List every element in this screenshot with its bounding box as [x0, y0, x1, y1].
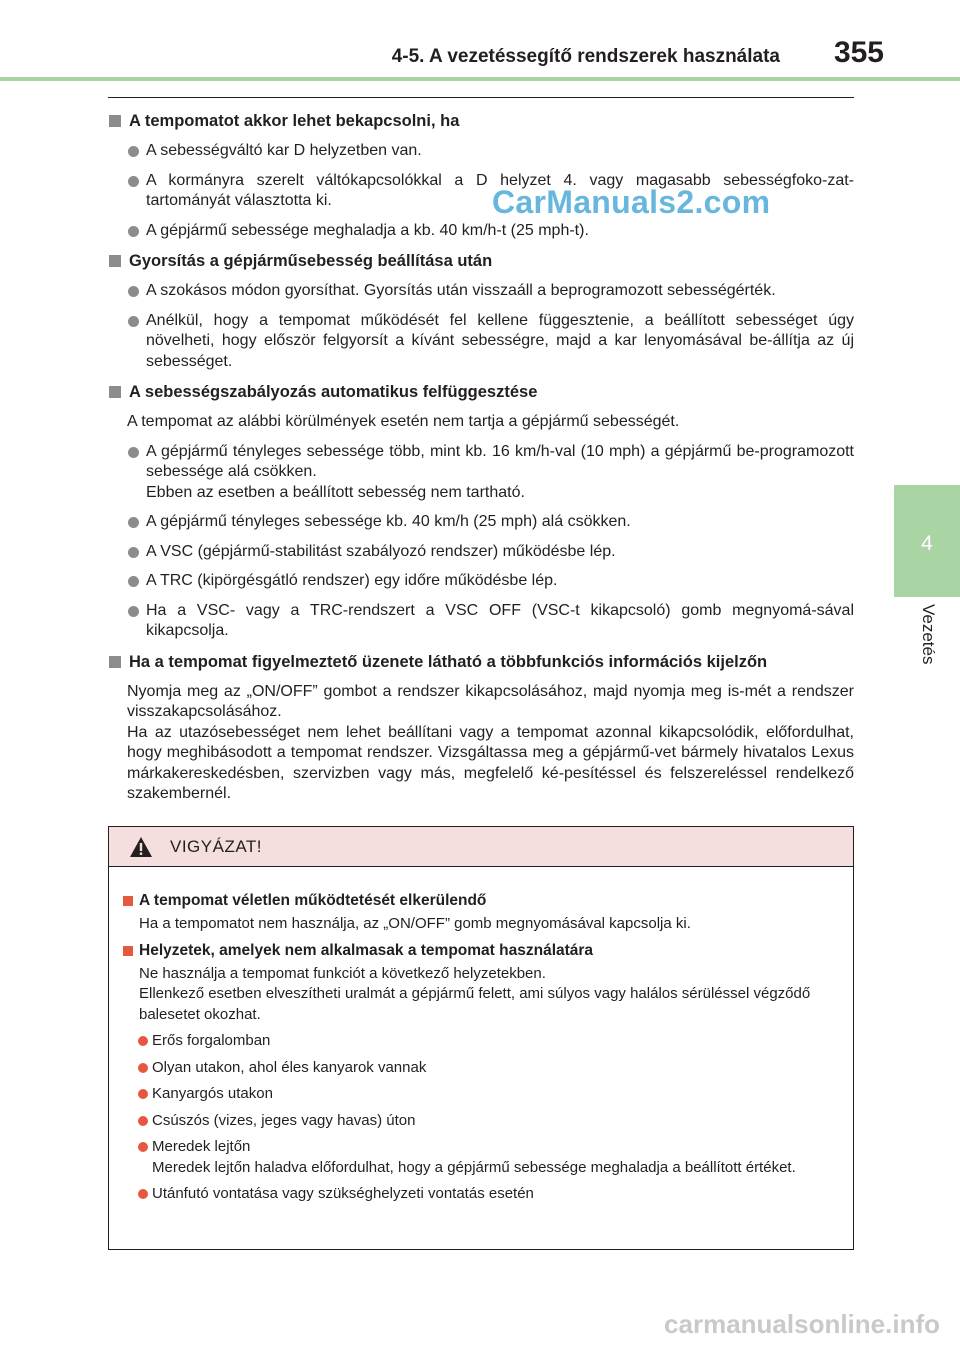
bullet-item: A gépjármű sebessége meghaladja a kb. 40 km/h-t (25 mph-t).: [108, 221, 854, 242]
bullet-item: A gépjármű tényleges sebessége több, mint kb. 16 km/h-val (10 mph) a gépjármű be-programozott sebessége alá csökken. Ebben az esetben a beállított sebesség nem tartható.: [108, 442, 854, 504]
round-bullet-icon: [138, 1036, 148, 1046]
warning-header: [109, 827, 853, 867]
section-title: 4-5. A vezetéssegítő rendszerek használata: [391, 46, 780, 67]
section-heading: Gyorsítás a gépjárműsebesség beállítása után: [108, 250, 854, 272]
warning-text: Ha a tempomatot nem használja, az „ON/OFF” gomb megnyomásával kapcsolja ki.: [139, 915, 691, 932]
bullet-note: Ebben az esetben a beállított sebesség nem tartható.: [146, 483, 525, 501]
page-number: 355: [833, 36, 884, 69]
bullet-note: Meredek lejtőn haladva előfordulhat, hogy a gépjármű sebessége meghaladja a beállított értéket.: [152, 1158, 796, 1176]
round-bullet-icon: [128, 576, 139, 587]
warning-bullet: Csúszós (vizes, jeges vagy havas) úton: [123, 1111, 833, 1132]
bullet-item: Anélkül, hogy a tempomat működését fel kellene függesztenie, a beállított sebességet úgy növelheti, hogy először felgyorsít a kívánt sebességre, majd a kar lenyomásával be-állítja az új sebességet.: [108, 311, 854, 373]
section-heading: A sebességszabályozás automatikus felfüggesztése: [108, 381, 854, 403]
warning-title: VIGYÁZAT!: [170, 837, 263, 856]
section-paragraph: Nyomja meg az „ON/OFF” gombot a rendszer kikapcsolásához, majd nyomja meg is-mét a rendszer visszakapcsolásához. Ha az utazósebességet nem lehet beállítani vagy a tempomat azonnal kikapcsolódik, előfordulhat, hogy meghibásodott a tempomat rendszer. Vizsgáltassa meg a gépjármű-vet bármely hivatalos Lexus márkakereskedésben, szervizben vagy más, megfelelő ké-pesítéssel és felszereléssel rendelkező szakembernél.: [127, 682, 854, 802]
warning-body: [109, 867, 853, 1205]
warning-box: [108, 826, 854, 1250]
round-bullet-icon: [128, 286, 139, 297]
warning-heading: Helyzetek, amelyek nem alkalmasak a tempomat használatára: [123, 941, 833, 961]
header-rule: [0, 77, 960, 81]
warning-bullet: Erős forgalomban: [123, 1031, 833, 1052]
round-bullet-icon: [138, 1189, 148, 1199]
bullet-item: A VSC (gépjármű-stabilitást szabályozó rendszer) működésbe lép.: [108, 542, 854, 563]
round-bullet-icon: [138, 1116, 148, 1126]
round-bullet-icon: [128, 447, 139, 458]
square-bullet-icon: [109, 386, 121, 398]
warning-bullet: Olyan utakon, ahol éles kanyarok vannak: [123, 1058, 833, 1079]
bullet-item: A gépjármű tényleges sebessége kb. 40 km/h (25 mph) alá csökken.: [108, 512, 854, 533]
chapter-label: Vezetés: [919, 604, 938, 665]
round-bullet-icon: [128, 517, 139, 528]
square-bullet-icon: [123, 896, 133, 906]
round-bullet-icon: [128, 146, 139, 157]
square-bullet-icon: [109, 115, 121, 127]
square-bullet-icon: [109, 656, 121, 668]
round-bullet-icon: [138, 1142, 148, 1152]
section-intro: A tempomat az alábbi körülmények esetén nem tartja a gépjármű sebességét.: [127, 413, 680, 430]
round-bullet-icon: [138, 1089, 148, 1099]
warning-text: Ne használja a tempomat funkciót a következő helyzetekben. Ellenkező esetben elveszítheti uralmát a gépjármű felett, ami súlyos vagy halálos sérüléssel végződő balesetet okozhat.: [139, 964, 811, 1023]
round-bullet-icon: [128, 547, 139, 558]
section-heading: A tempomatot akkor lehet bekapcsolni, ha: [108, 110, 854, 132]
bullet-item: Ha a VSC- vagy a TRC-rendszert a VSC OFF (VSC-t kikapcsoló) gomb megnyomá-sával kikapcsolja.: [108, 601, 854, 642]
bullet-item: A TRC (kipörgésgátló rendszer) egy időre működésbe lép.: [108, 571, 854, 592]
round-bullet-icon: [128, 316, 139, 327]
square-bullet-icon: [109, 255, 121, 267]
round-bullet-icon: [128, 606, 139, 617]
warning-bullet: Kanyargós utakon: [123, 1084, 833, 1105]
warning-bullet: Meredek lejtőn Meredek lejtőn haladva előfordulhat, hogy a gépjármű sebessége meghaladja a beállított értéket.: [123, 1137, 833, 1178]
warning-bullet: Utánfutó vontatása vagy szükséghelyzeti vontatás esetén: [123, 1184, 833, 1205]
watermark-logo: CarManuals2.com: [492, 184, 771, 220]
warning-heading: A tempomat véletlen működtetését elkerülendő: [123, 891, 833, 911]
section-heading: Ha a tempomat figyelmeztető üzenete látható a többfunkciós információs kijelzőn: [108, 651, 854, 673]
square-bullet-icon: [123, 946, 133, 956]
chapter-number: 4: [921, 532, 933, 555]
bullet-item: A kormányra szerelt váltókapcsolókkal a D helyzet 4. vagy magasabb sebességfoko-zat-tartományát választotta ki.: [108, 171, 854, 212]
round-bullet-icon: [128, 176, 139, 187]
bullet-item: A sebességváltó kar D helyzetben van.: [108, 141, 854, 162]
footer-watermark: carmanualsonline.info: [664, 1309, 940, 1339]
bullet-item: A szokásos módon gyorsíthat. Gyorsítás után visszaáll a beprogramozott sebességérték.: [108, 281, 854, 302]
round-bullet-icon: [138, 1063, 148, 1073]
round-bullet-icon: [128, 226, 139, 237]
warning-triangle-icon: [129, 836, 153, 858]
